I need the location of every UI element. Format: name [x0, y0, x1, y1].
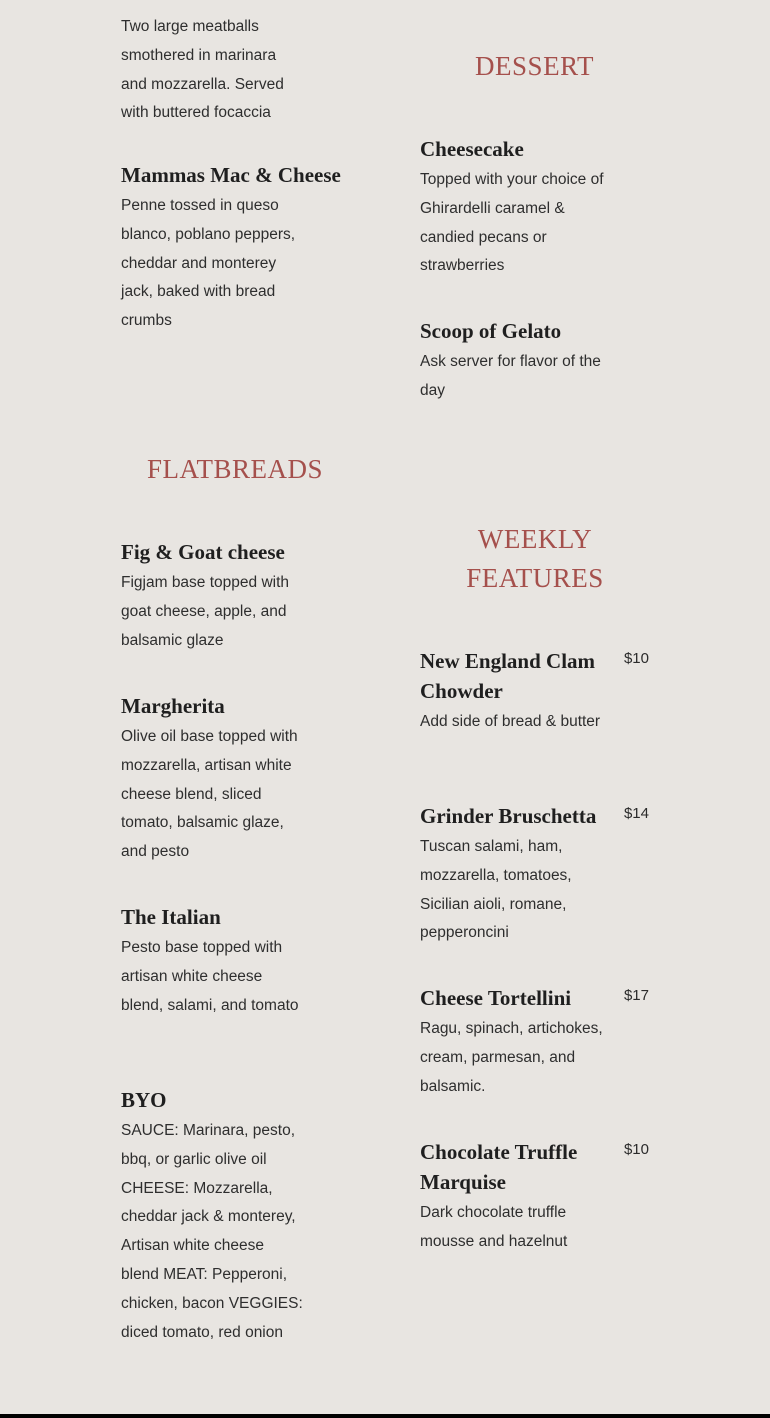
item-name: Grinder Bruschetta: [420, 804, 597, 828]
item-name: The Italian: [121, 905, 221, 929]
menu-item-margherita: [121, 691, 306, 867]
menu-item-meatballs: [121, 11, 306, 128]
menu-item-cheesecake: [420, 134, 605, 281]
item-price: $17: [623, 987, 649, 1004]
item-name: Cheesecake: [420, 137, 524, 161]
item-description: Figjam base topped with goat cheese, apple, and balsamic glaze: [121, 574, 290, 649]
item-description: Two large meatballs smothered in marinara and mozzarella. Served with buttered focaccia: [121, 18, 284, 122]
menu-item-gelato: [420, 316, 605, 406]
item-price: $10: [623, 1141, 649, 1158]
bottom-edge-bar: [0, 1414, 770, 1418]
menu-item-clam-chowder: [420, 646, 605, 737]
menu-item-cheese-tortellini: [420, 983, 605, 1101]
menu-item-byo: [121, 1085, 306, 1347]
item-price: $14: [623, 805, 649, 822]
item-description: Pesto base topped with artisan white cheese blend, salami, and tomato: [121, 939, 299, 1014]
section-title-dessert: DESSERT: [475, 51, 594, 81]
item-description: Dark chocolate truffle mousse and hazelnut: [420, 1204, 568, 1250]
item-description: Topped with your choice of Ghirardelli caramel & candied pecans or strawberries: [420, 171, 604, 275]
item-name: Chocolate Truffle Marquise: [420, 1140, 578, 1194]
menu-item-fig-goat: [121, 537, 306, 655]
item-name: New England Clam Chowder: [420, 649, 596, 703]
section-title-weekly-features: WEEKLY FEATURES: [466, 524, 604, 593]
section-title-flatbreads: FLATBREADS: [146, 454, 324, 484]
menu-item-grinder-bruschetta: [420, 801, 605, 948]
menu-item-chocolate-truffle-marquise: [420, 1137, 605, 1257]
item-description: Tuscan salami, ham, mozzarella, tomatoes, Sicilian aioli, romane, pepperoncini: [420, 838, 572, 942]
menu-item-the-italian: [121, 902, 306, 1020]
item-name: Margherita: [121, 694, 225, 718]
item-price: $10: [623, 650, 649, 667]
item-name: Mammas Mac & Cheese: [121, 163, 341, 187]
item-name: Scoop of Gelato: [420, 319, 562, 343]
item-description: Olive oil base topped with mozzarella, artisan white cheese blend, sliced tomato, balsamic glaze, and pesto: [121, 728, 298, 861]
item-description: Penne tossed in queso blanco, poblano peppers, cheddar and monterey jack, baked with bread crumbs: [121, 197, 296, 330]
item-description: Add side of bread & butter: [420, 713, 601, 730]
item-description: Ragu, spinach, artichokes, cream, parmesan, and balsamic.: [420, 1020, 603, 1095]
item-name: Fig & Goat cheese: [121, 540, 285, 564]
item-name: BYO: [121, 1088, 167, 1112]
menu-item-mac-and-cheese: [121, 160, 341, 336]
item-name: Cheese Tortellini: [420, 986, 572, 1010]
item-description: Ask server for flavor of the day: [420, 353, 601, 399]
item-description: SAUCE: Marinara, pesto, bbq, or garlic olive oil CHEESE: Mozzarella, cheddar jack & monterey, Artisan white cheese blend MEAT: Pepperoni, chicken, bacon VEGGIES: diced tomato, red onion: [121, 1122, 303, 1341]
